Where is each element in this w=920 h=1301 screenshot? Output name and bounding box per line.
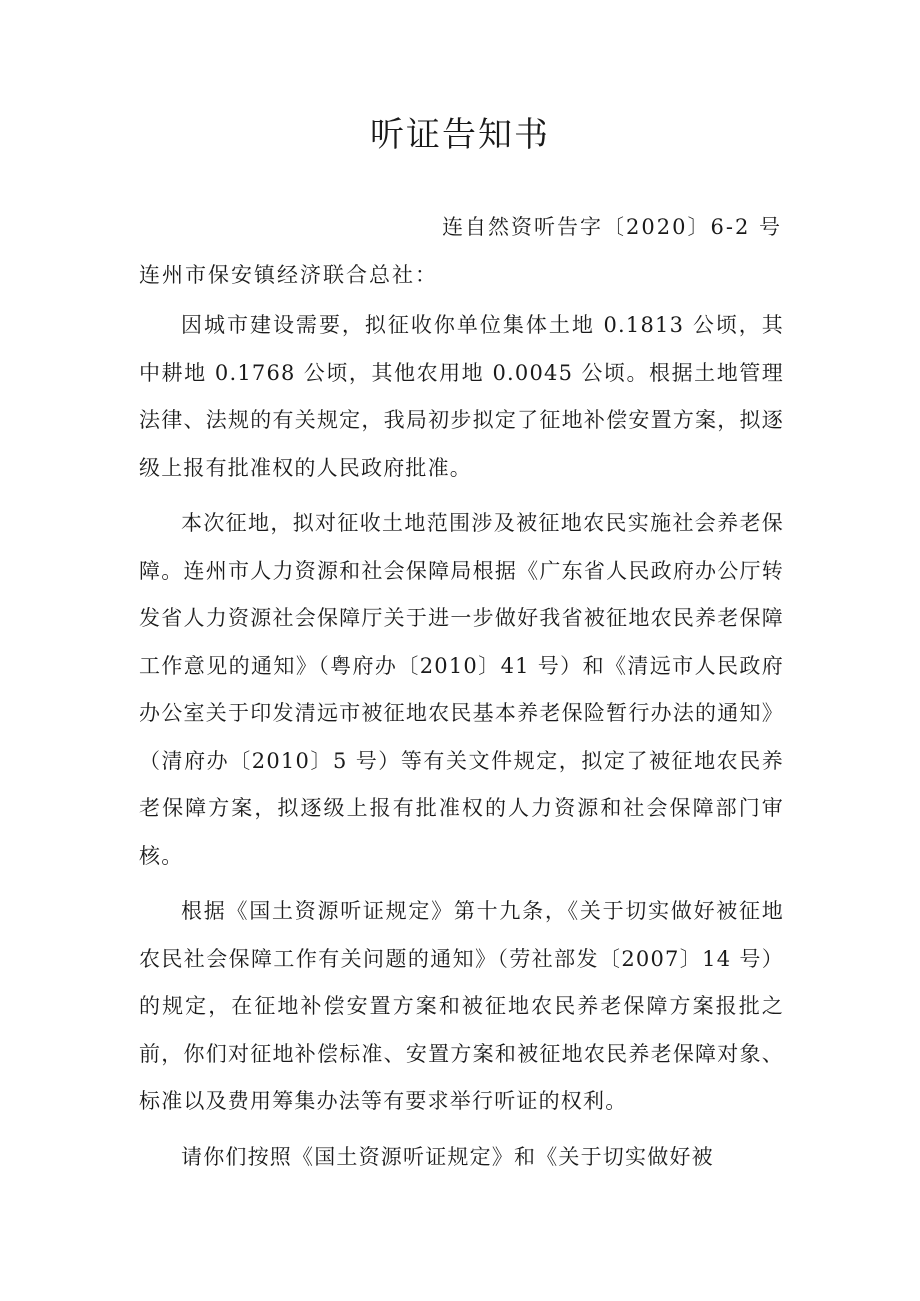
paragraph: 根据《国土资源听证规定》第十九条，《关于切实做好被征地农民社会保障工作有关问题的通知》（劳社部发〔2007〕14 号）的规定，在征地补偿安置方案和被征地农民养老保障方案报批之前，你们对征地补偿标准、安置方案和被征地农民养老保障对象、标准以及费用筹集办法等有要求举行听证的权利。 [139, 899, 784, 1113]
document-body [139, 302, 784, 1189]
page-title: 听证告知书 [370, 115, 550, 155]
document-number: 连自然资听告字〔2020〕6-2 号 [442, 215, 782, 239]
paragraph: 本次征地，拟对征收土地范围涉及被征地农民实施社会养老保障。连州市人力资源和社会保障局根据《广东省人民政府办公厅转发省人力资源社会保障厅关于进一步做好我省被征地农民养老保障工作意见的通知》（粤府办〔2010〕41 号）和《清远市人民政府办公室关于印发清远市被征地农民基本养老保险暂行办法的通知》（清府办〔2010〕5 号）等有关文件规定，拟定了被征地农民养老保障方案，拟逐级上报有批准权的人力资源和社会保障部门审核。 [139, 511, 784, 868]
addressee: 连州市保安镇经济联合总社： [139, 263, 438, 287]
paragraph: 请你们按照《国土资源听证规定》和《关于切实做好被 [181, 1144, 714, 1169]
paragraph: 因城市建设需要，拟征收你单位集体土地 0.1813 公顷，其中耕地 0.1768 公顷，其他农用地 0.0045 公顷。根据土地管理法律、法规的有关规定，我局初步拟定了征地补偿安置方案，拟逐级上报有批准权的人民政府批准。 [139, 313, 784, 480]
